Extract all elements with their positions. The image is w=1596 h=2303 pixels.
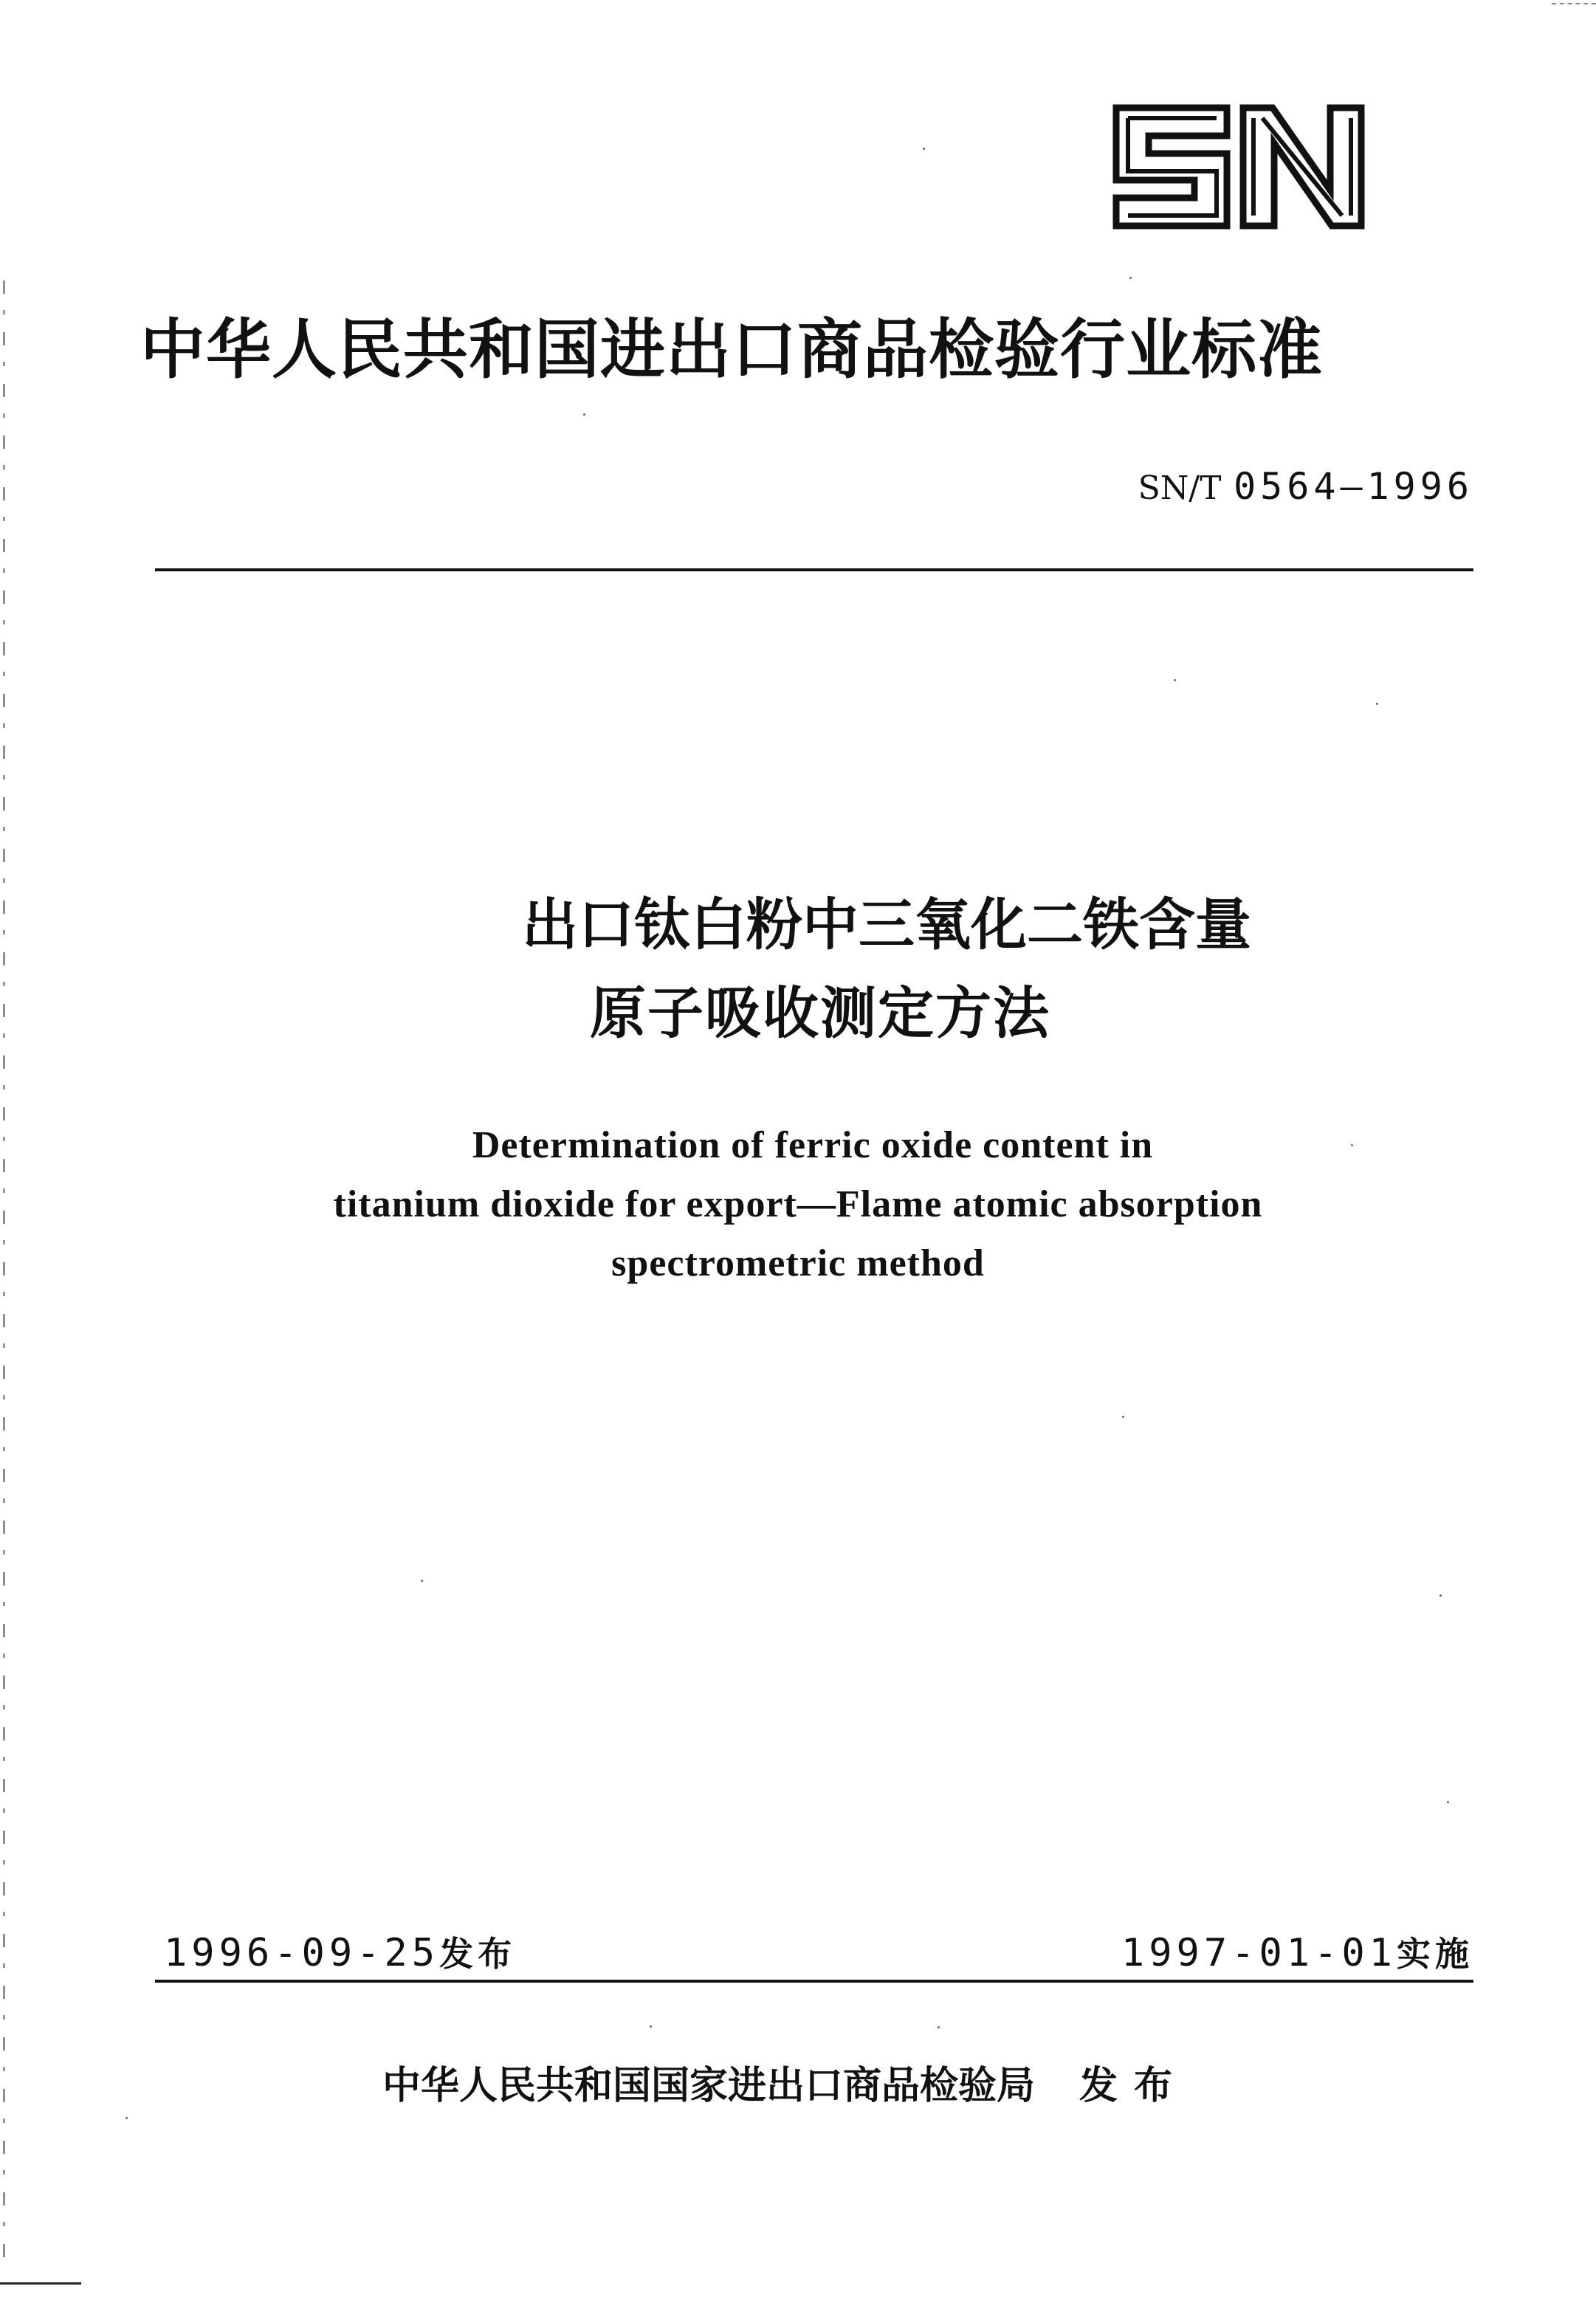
- standard-category-title: 中华人民共和国进出口商品检验行业标准: [140, 311, 1324, 388]
- scan-speck: [421, 1580, 423, 1582]
- publisher-name: 中华人民共和国国家进出口商品检验局: [382, 2064, 1036, 2108]
- scan-speck: [1447, 1801, 1449, 1803]
- implementation-date: [1121, 1931, 1473, 1975]
- publisher-action: 发布: [1079, 2064, 1189, 2108]
- header-divider: [155, 568, 1473, 571]
- footer-divider: [155, 1980, 1473, 1983]
- implementation-date-label: 实施: [1397, 1934, 1473, 1974]
- scan-speck: [650, 2025, 652, 2028]
- chinese-title-line-2: 原子吸收测定方法: [590, 980, 1050, 1046]
- scan-speck: [1129, 277, 1132, 279]
- standard-code: [1138, 465, 1473, 508]
- issue-date-label: 发布: [439, 1934, 517, 1974]
- standard-code-prefix: SN/T: [1138, 469, 1222, 507]
- scan-speck: [1122, 1416, 1124, 1418]
- scan-speck: [1351, 1144, 1353, 1146]
- scan-corner-mark: [1552, 0, 1596, 4]
- issue-date: [164, 1931, 517, 1975]
- english-title-line-1: Determination of ferric oxide content in: [472, 1124, 1154, 1166]
- scan-speck: [1174, 679, 1176, 681]
- scan-speck: [1440, 1594, 1442, 1597]
- scan-speck: [1376, 703, 1378, 705]
- english-title-line-3: spectrometric method: [611, 1242, 985, 1284]
- scan-speck: [923, 148, 925, 150]
- english-title-line-2: titanium dioxide for export—Flame atomic absorption: [333, 1183, 1263, 1225]
- implementation-date-value: 1997-01-01: [1121, 1931, 1397, 1975]
- publisher: [382, 2064, 1189, 2108]
- scan-speck: [583, 413, 585, 416]
- issue-date-value: 1996-09-25: [164, 1931, 440, 1975]
- chinese-title-line-1: 出口钛白粉中三氧化二铁含量: [522, 892, 1251, 957]
- sn-logo: [1109, 102, 1369, 232]
- scan-speck: [125, 2117, 128, 2119]
- standard-code-number: 0564—1996: [1234, 465, 1473, 508]
- scan-speck: [938, 2026, 940, 2028]
- scan-corner-mark-bottom: [0, 2282, 81, 2285]
